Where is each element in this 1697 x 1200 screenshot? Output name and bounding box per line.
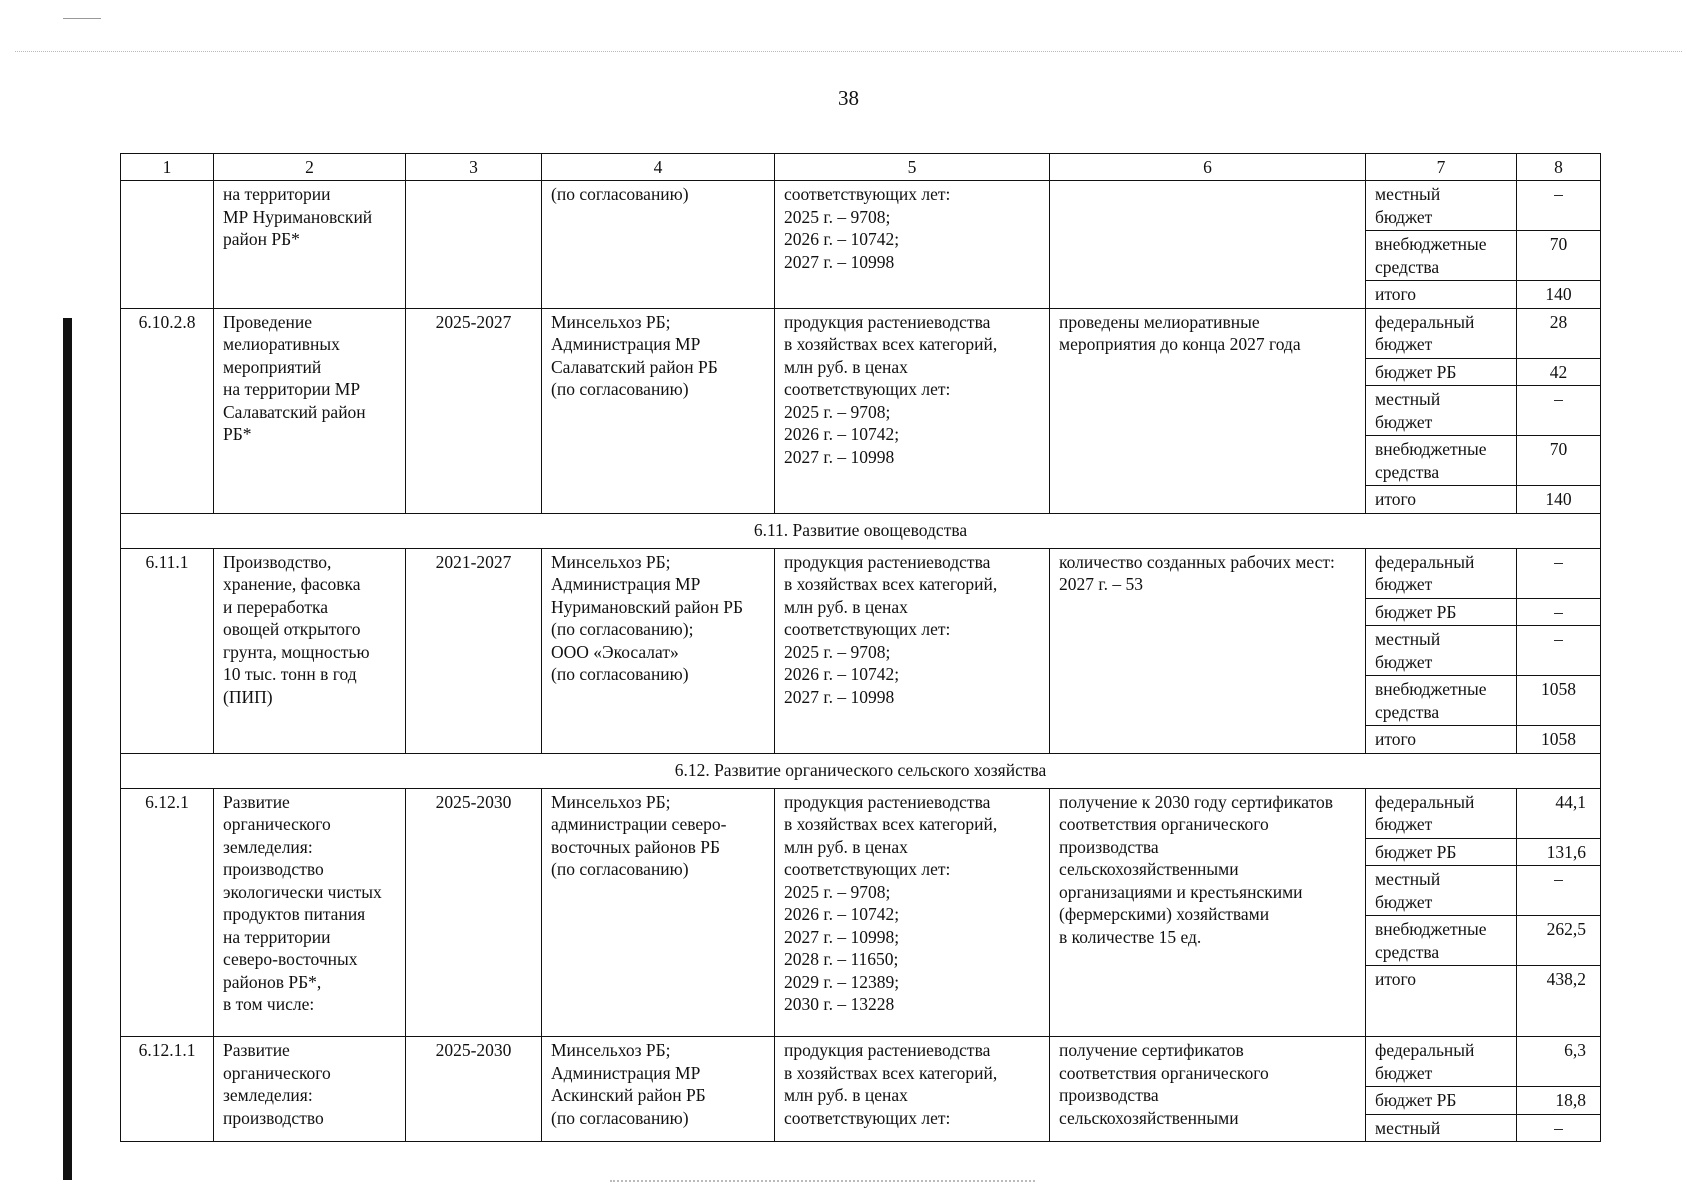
- activity-result: получение к 2030 году сертификатов соответствия органического производства сельскохозяйственными организациями и крестьянскими (фермерскими) хозяйствами в количестве 15 ед.: [1050, 788, 1366, 1037]
- funding-source: местный бюджет: [1366, 181, 1517, 231]
- funding-amount: 28: [1517, 308, 1601, 358]
- funding-source: местный: [1366, 1114, 1517, 1142]
- column-number-row: [121, 154, 1601, 181]
- funding-source: бюджет РБ: [1366, 598, 1517, 626]
- column-number: 2: [214, 154, 406, 181]
- column-number: 7: [1366, 154, 1517, 181]
- table-row: [121, 181, 1601, 231]
- scan-artifact-bottom-line: [610, 1180, 1035, 1182]
- page-number: 38: [838, 86, 859, 110]
- activity-name: Производство, хранение, фасовка и переработка овощей открытого грунта, мощностью 10 тыс. тонн в год (ПИП): [214, 548, 406, 753]
- column-number: 5: [775, 154, 1050, 181]
- activity-indicator: продукция растениеводства в хозяйствах всех категорий, млн руб. в ценах соответствующих лет: 2025 г. – 9708; 2026 г. – 10742; 2027 г. – 10998: [775, 548, 1050, 753]
- activity-result: [1050, 181, 1366, 309]
- funding-amount: 6,3: [1517, 1037, 1601, 1087]
- funding-amount: 140: [1517, 281, 1601, 309]
- funding-source: федеральный бюджет: [1366, 308, 1517, 358]
- funding-amount: –: [1517, 598, 1601, 626]
- table-row: [121, 1037, 1601, 1087]
- section-heading: 6.11. Развитие овощеводства: [121, 513, 1601, 548]
- activity-result: проведены мелиоративные мероприятия до конца 2027 года: [1050, 308, 1366, 513]
- funding-amount: 140: [1517, 486, 1601, 514]
- funding-source: местный бюджет: [1366, 866, 1517, 916]
- funding-source: внебюджетные средства: [1366, 916, 1517, 966]
- activity-indicator: соответствующих лет: 2025 г. – 9708; 2026 г. – 10742; 2027 г. – 10998: [775, 181, 1050, 309]
- funding-amount: –: [1517, 181, 1601, 231]
- activity-number: 6.12.1: [121, 788, 214, 1037]
- section-heading-row: [121, 753, 1601, 788]
- funding-source: внебюджетные средства: [1366, 231, 1517, 281]
- funding-source: федеральный бюджет: [1366, 1037, 1517, 1087]
- activity-result: получение сертификатов соответствия органического производства сельскохозяйственными: [1050, 1037, 1366, 1142]
- funding-amount: 42: [1517, 358, 1601, 386]
- activity-name: Развитие органического земледелия: производство экологически чистых продуктов питания на территории северо-восточных районов РБ*, в том числе:: [214, 788, 406, 1037]
- activity-indicator: продукция растениеводства в хозяйствах всех категорий, млн руб. в ценах соответствующих лет: 2025 г. – 9708; 2026 г. – 10742; 2027 г. – 10998: [775, 308, 1050, 513]
- funding-amount: 70: [1517, 231, 1601, 281]
- activity-period: 2025-2030: [406, 1037, 542, 1142]
- activity-result: количество созданных рабочих мест: 2027 г. – 53: [1050, 548, 1366, 753]
- activity-executor: Минсельхоз РБ; Администрация МР Нуримановский район РБ (по согласованию); ООО «Экосалат» (по согласованию): [542, 548, 775, 753]
- funding-source: федеральный бюджет: [1366, 788, 1517, 838]
- funding-amount: 44,1: [1517, 788, 1601, 838]
- funding-source: итого: [1366, 281, 1517, 309]
- section-heading-row: [121, 513, 1601, 548]
- activity-indicator: продукция растениеводства в хозяйствах всех категорий, млн руб. в ценах соответствующих лет: 2025 г. – 9708; 2026 г. – 10742; 2027 г. – 10998; 2028 г. – 11650; 2029 г. – 12389; 2030 г. – 13228: [775, 788, 1050, 1037]
- funding-amount: 1058: [1517, 726, 1601, 754]
- funding-amount: –: [1517, 866, 1601, 916]
- funding-amount: –: [1517, 1114, 1601, 1142]
- activity-period: 2025-2030: [406, 788, 542, 1037]
- funding-source: итого: [1366, 726, 1517, 754]
- table-row: [121, 548, 1601, 598]
- funding-source: местный бюджет: [1366, 626, 1517, 676]
- funding-amount: 18,8: [1517, 1087, 1601, 1115]
- table-row: [121, 308, 1601, 358]
- table-row: [121, 788, 1601, 838]
- activity-name: Проведение мелиоративных мероприятий на территории МР Салаватский район РБ*: [214, 308, 406, 513]
- program-activities-table: [120, 153, 1601, 1142]
- funding-source: бюджет РБ: [1366, 358, 1517, 386]
- funding-amount: 70: [1517, 436, 1601, 486]
- funding-source: бюджет РБ: [1366, 838, 1517, 866]
- funding-amount: 1058: [1517, 676, 1601, 726]
- funding-source: итого: [1366, 966, 1517, 1037]
- scan-artifact-mark: [63, 18, 101, 19]
- column-number: 3: [406, 154, 542, 181]
- funding-amount: 438,2: [1517, 966, 1601, 1037]
- activity-name: на территории МР Нуримановский район РБ*: [214, 181, 406, 309]
- activity-name: Развитие органического земледелия: производство: [214, 1037, 406, 1142]
- activity-executor: Минсельхоз РБ; администрации северо- восточных районов РБ (по согласованию): [542, 788, 775, 1037]
- activity-number: 6.12.1.1: [121, 1037, 214, 1142]
- activity-number: [121, 181, 214, 309]
- section-heading: 6.12. Развитие органического сельского хозяйства: [121, 753, 1601, 788]
- column-number: 6: [1050, 154, 1366, 181]
- scan-artifact-left-edge: [63, 318, 72, 1180]
- funding-amount: –: [1517, 548, 1601, 598]
- activity-period: 2025-2027: [406, 308, 542, 513]
- funding-amount: 262,5: [1517, 916, 1601, 966]
- funding-source: итого: [1366, 486, 1517, 514]
- activity-executor: Минсельхоз РБ; Администрация МР Аскинский район РБ (по согласованию): [542, 1037, 775, 1142]
- funding-source: местный бюджет: [1366, 386, 1517, 436]
- funding-source: бюджет РБ: [1366, 1087, 1517, 1115]
- funding-source: внебюджетные средства: [1366, 436, 1517, 486]
- funding-source: федеральный бюджет: [1366, 548, 1517, 598]
- activity-executor: (по согласованию): [542, 181, 775, 309]
- activity-indicator: продукция растениеводства в хозяйствах всех категорий, млн руб. в ценах соответствующих лет:: [775, 1037, 1050, 1142]
- activity-executor: Минсельхоз РБ; Администрация МР Салаватский район РБ (по согласованию): [542, 308, 775, 513]
- activity-period: [406, 181, 542, 309]
- funding-amount: –: [1517, 626, 1601, 676]
- activity-number: 6.11.1: [121, 548, 214, 753]
- funding-source: внебюджетные средства: [1366, 676, 1517, 726]
- scan-artifact-top-line: [15, 51, 1682, 52]
- column-number: 1: [121, 154, 214, 181]
- funding-amount: 131,6: [1517, 838, 1601, 866]
- activity-number: 6.10.2.8: [121, 308, 214, 513]
- funding-amount: –: [1517, 386, 1601, 436]
- column-number: 8: [1517, 154, 1601, 181]
- column-number: 4: [542, 154, 775, 181]
- activity-period: 2021-2027: [406, 548, 542, 753]
